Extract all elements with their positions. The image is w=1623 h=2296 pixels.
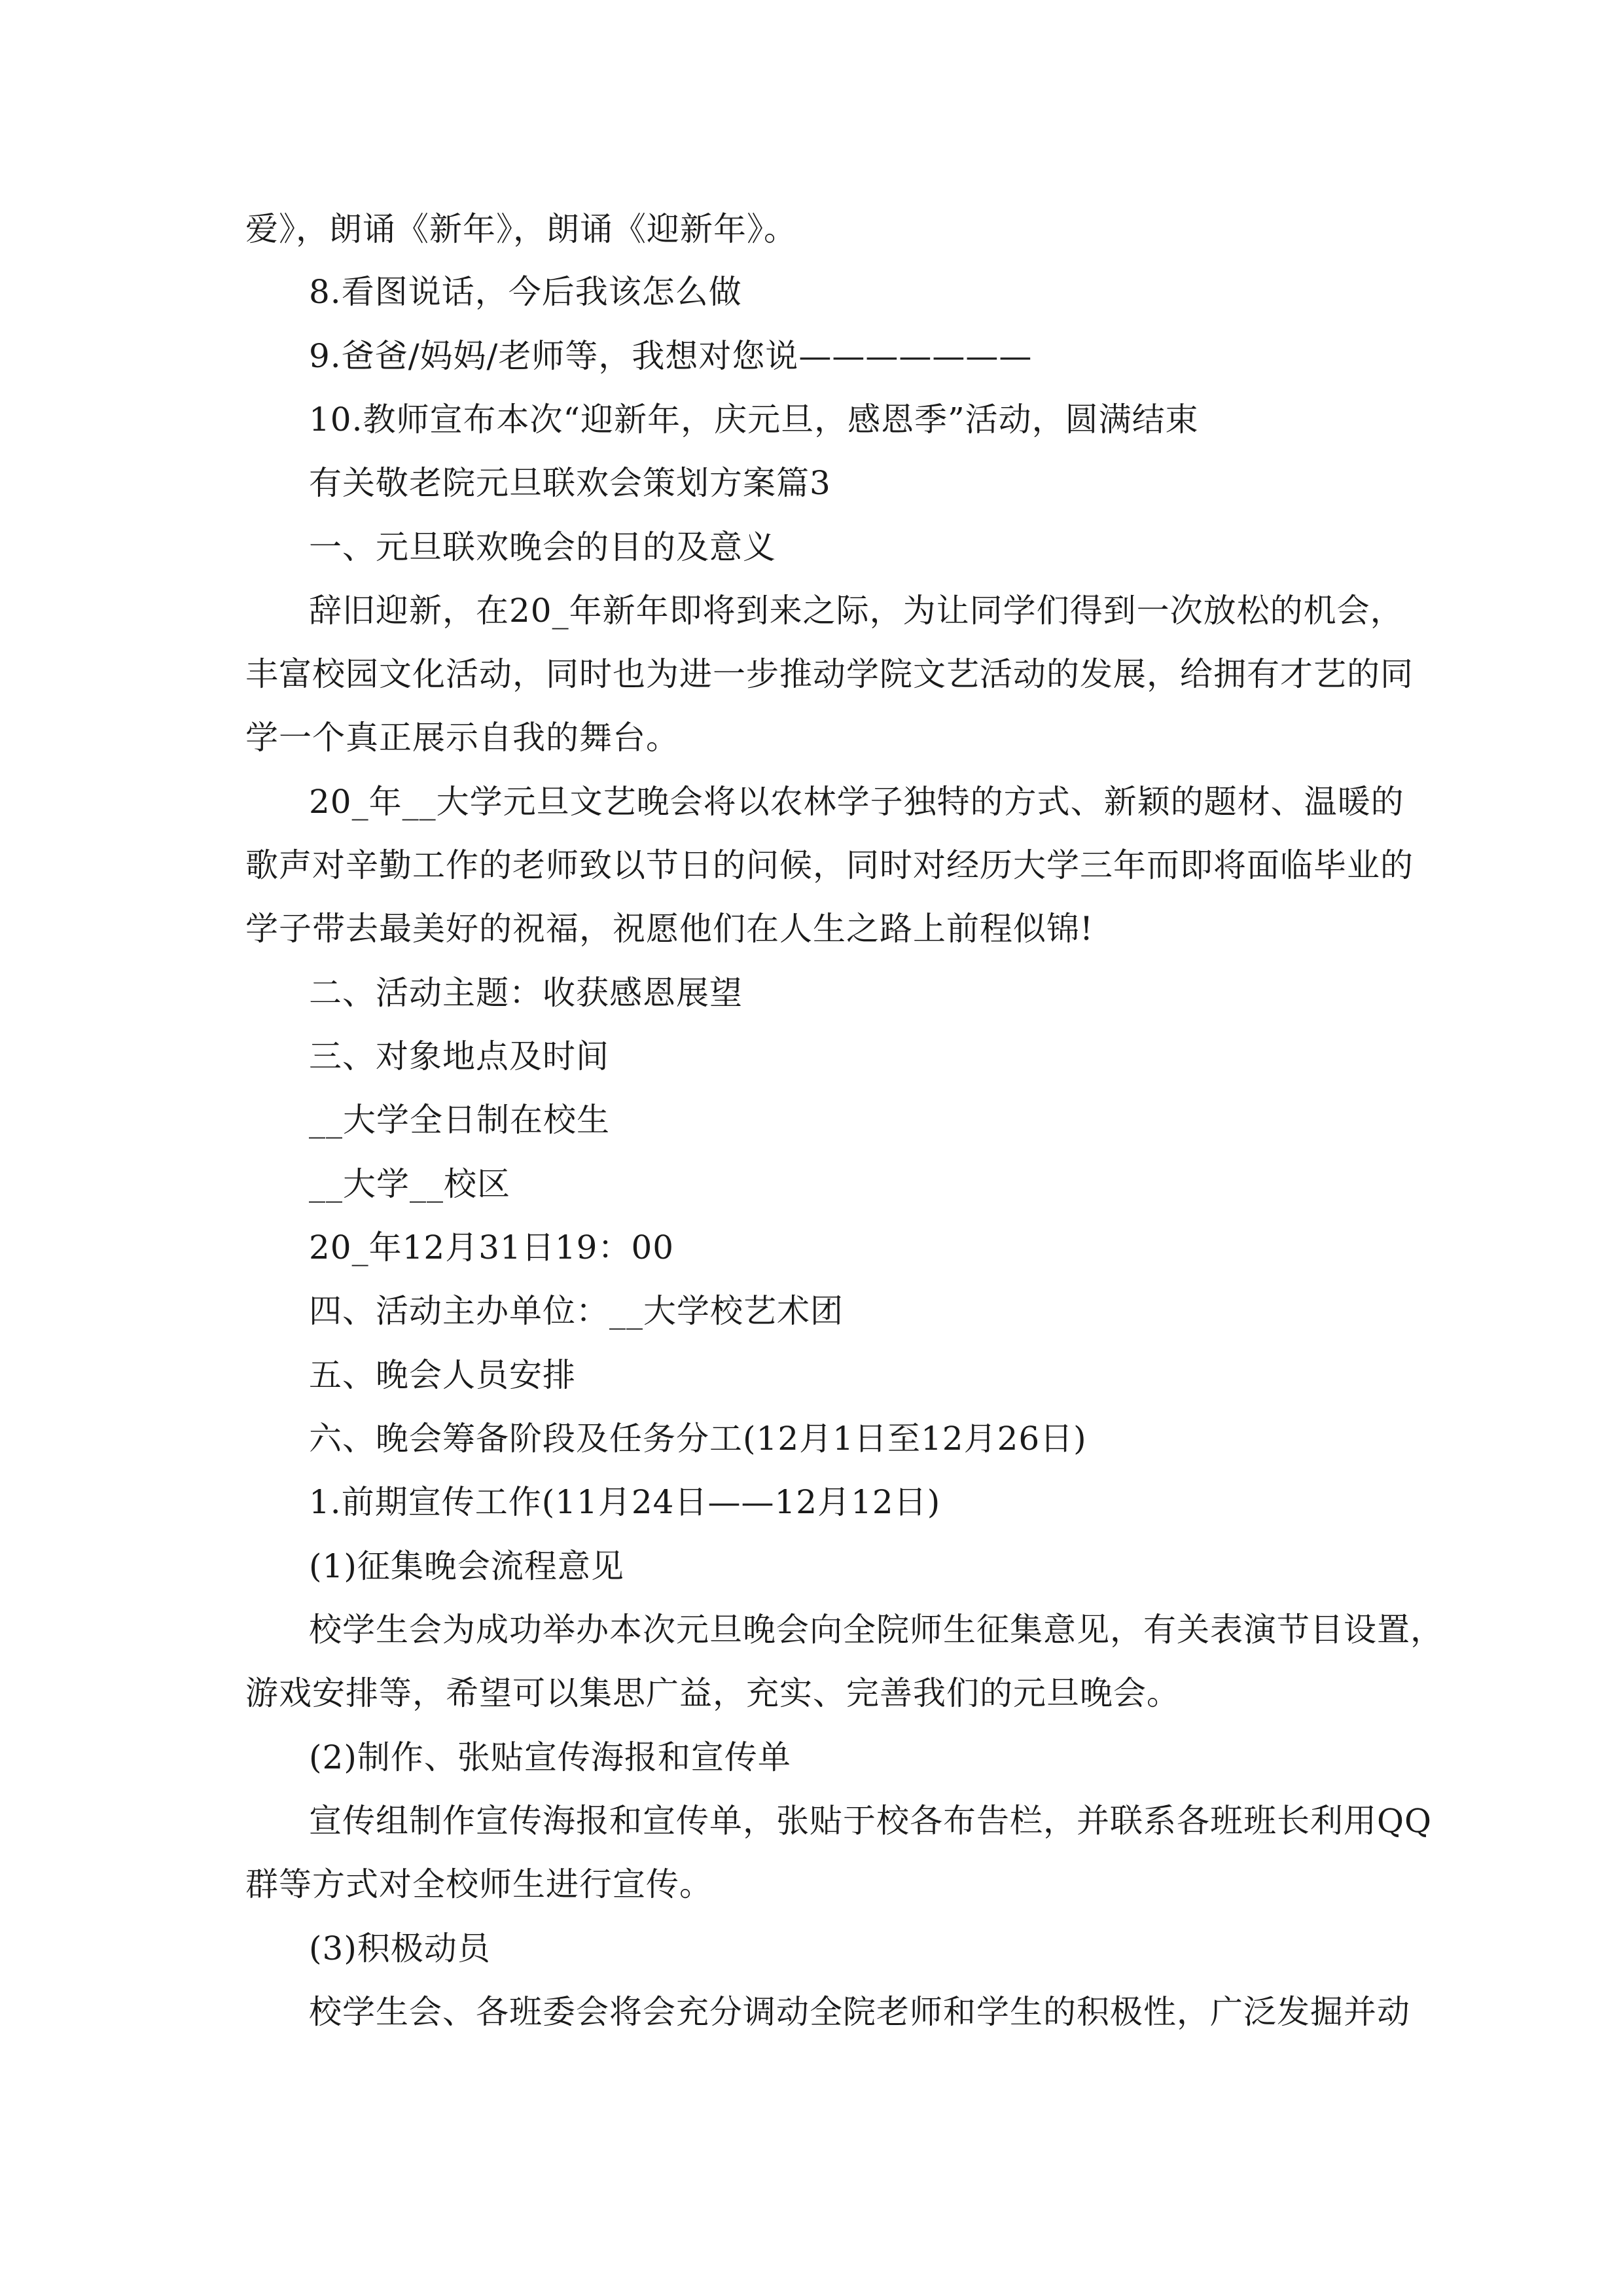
text-line: 10.教师宣布本次“迎新年，庆元旦，感恩季”活动，圆满结束 (309, 401, 1199, 439)
subheading: (3)积极动员 (309, 1929, 491, 1967)
paragraph-line: 丰富校园文化活动，同时也为进一步推动学院文艺活动的发展，给拥有才艺的同 (245, 655, 1414, 693)
paragraph-line: 校学生会为成功举办本次元旦晚会向全院师生征集意见，有关表演节目设置， (309, 1611, 1444, 1649)
text-line: 20_年12月31日19：00 (309, 1229, 675, 1266)
text-line: __大学全日制在校生 (309, 1101, 610, 1139)
heading: 二、活动主题：收获感恩展望 (309, 974, 743, 1012)
heading: 四、活动主办单位：__大学校艺术团 (309, 1292, 844, 1330)
subheading: (1)征集晚会流程意见 (309, 1547, 624, 1585)
subheading: (2)制作、张贴宣传海报和宣传单 (309, 1738, 791, 1776)
heading: 六、晚会筹备阶段及任务分工(12月1日至12月26日) (309, 1420, 1087, 1458)
paragraph-line: 学子带去最美好的祝福，祝愿他们在人生之路上前程似锦! (245, 910, 1094, 948)
heading: 三、对象地点及时间 (309, 1037, 609, 1075)
section-title: 有关敬老院元旦联欢会策划方案篇3 (309, 464, 831, 502)
heading: 五、晚会人员安排 (309, 1356, 576, 1394)
paragraph-line: 学一个真正展示自我的舞台。 (245, 719, 679, 757)
paragraph-line: 歌声对辛勤工作的老师致以节日的问候，同时对经历大学三年而即将面临毕业的 (245, 846, 1414, 884)
text-line: 9.爸爸/妈妈/老师等，我想对您说——————— (309, 337, 1033, 375)
text-line: 8.看图说话，今后我该怎么做 (309, 273, 742, 311)
text-line: 爱》，朗诵《新年》，朗诵《迎新年》。 (245, 210, 797, 248)
subheading: 1.前期宣传工作(11月24日——12月12日) (309, 1483, 941, 1521)
paragraph-line: 辞旧迎新，在20_年新年即将到来之际，为让同学们得到一次放松的机会， (309, 592, 1404, 630)
paragraph-line: 群等方式对全校师生进行宣传。 (245, 1865, 713, 1903)
paragraph-line: 宣传组制作宣传海报和宣传单，张贴于校各布告栏，并联系各班班长利用QQ (309, 1802, 1432, 1840)
text-line: __大学__校区 (309, 1165, 510, 1203)
paragraph-line: 20_年__大学元旦文艺晚会将以农林学子独特的方式、新颖的题材、温暖的 (309, 783, 1404, 821)
paragraph-line: 游戏安排等，希望可以集思广益，充实、完善我们的元旦晚会。 (245, 1674, 1180, 1712)
paragraph-line: 校学生会、各班委会将会充分调动全院老师和学生的积极性，广泛发掘并动 (309, 1993, 1410, 2031)
heading: 一、元旦联欢晚会的目的及意义 (309, 528, 776, 566)
